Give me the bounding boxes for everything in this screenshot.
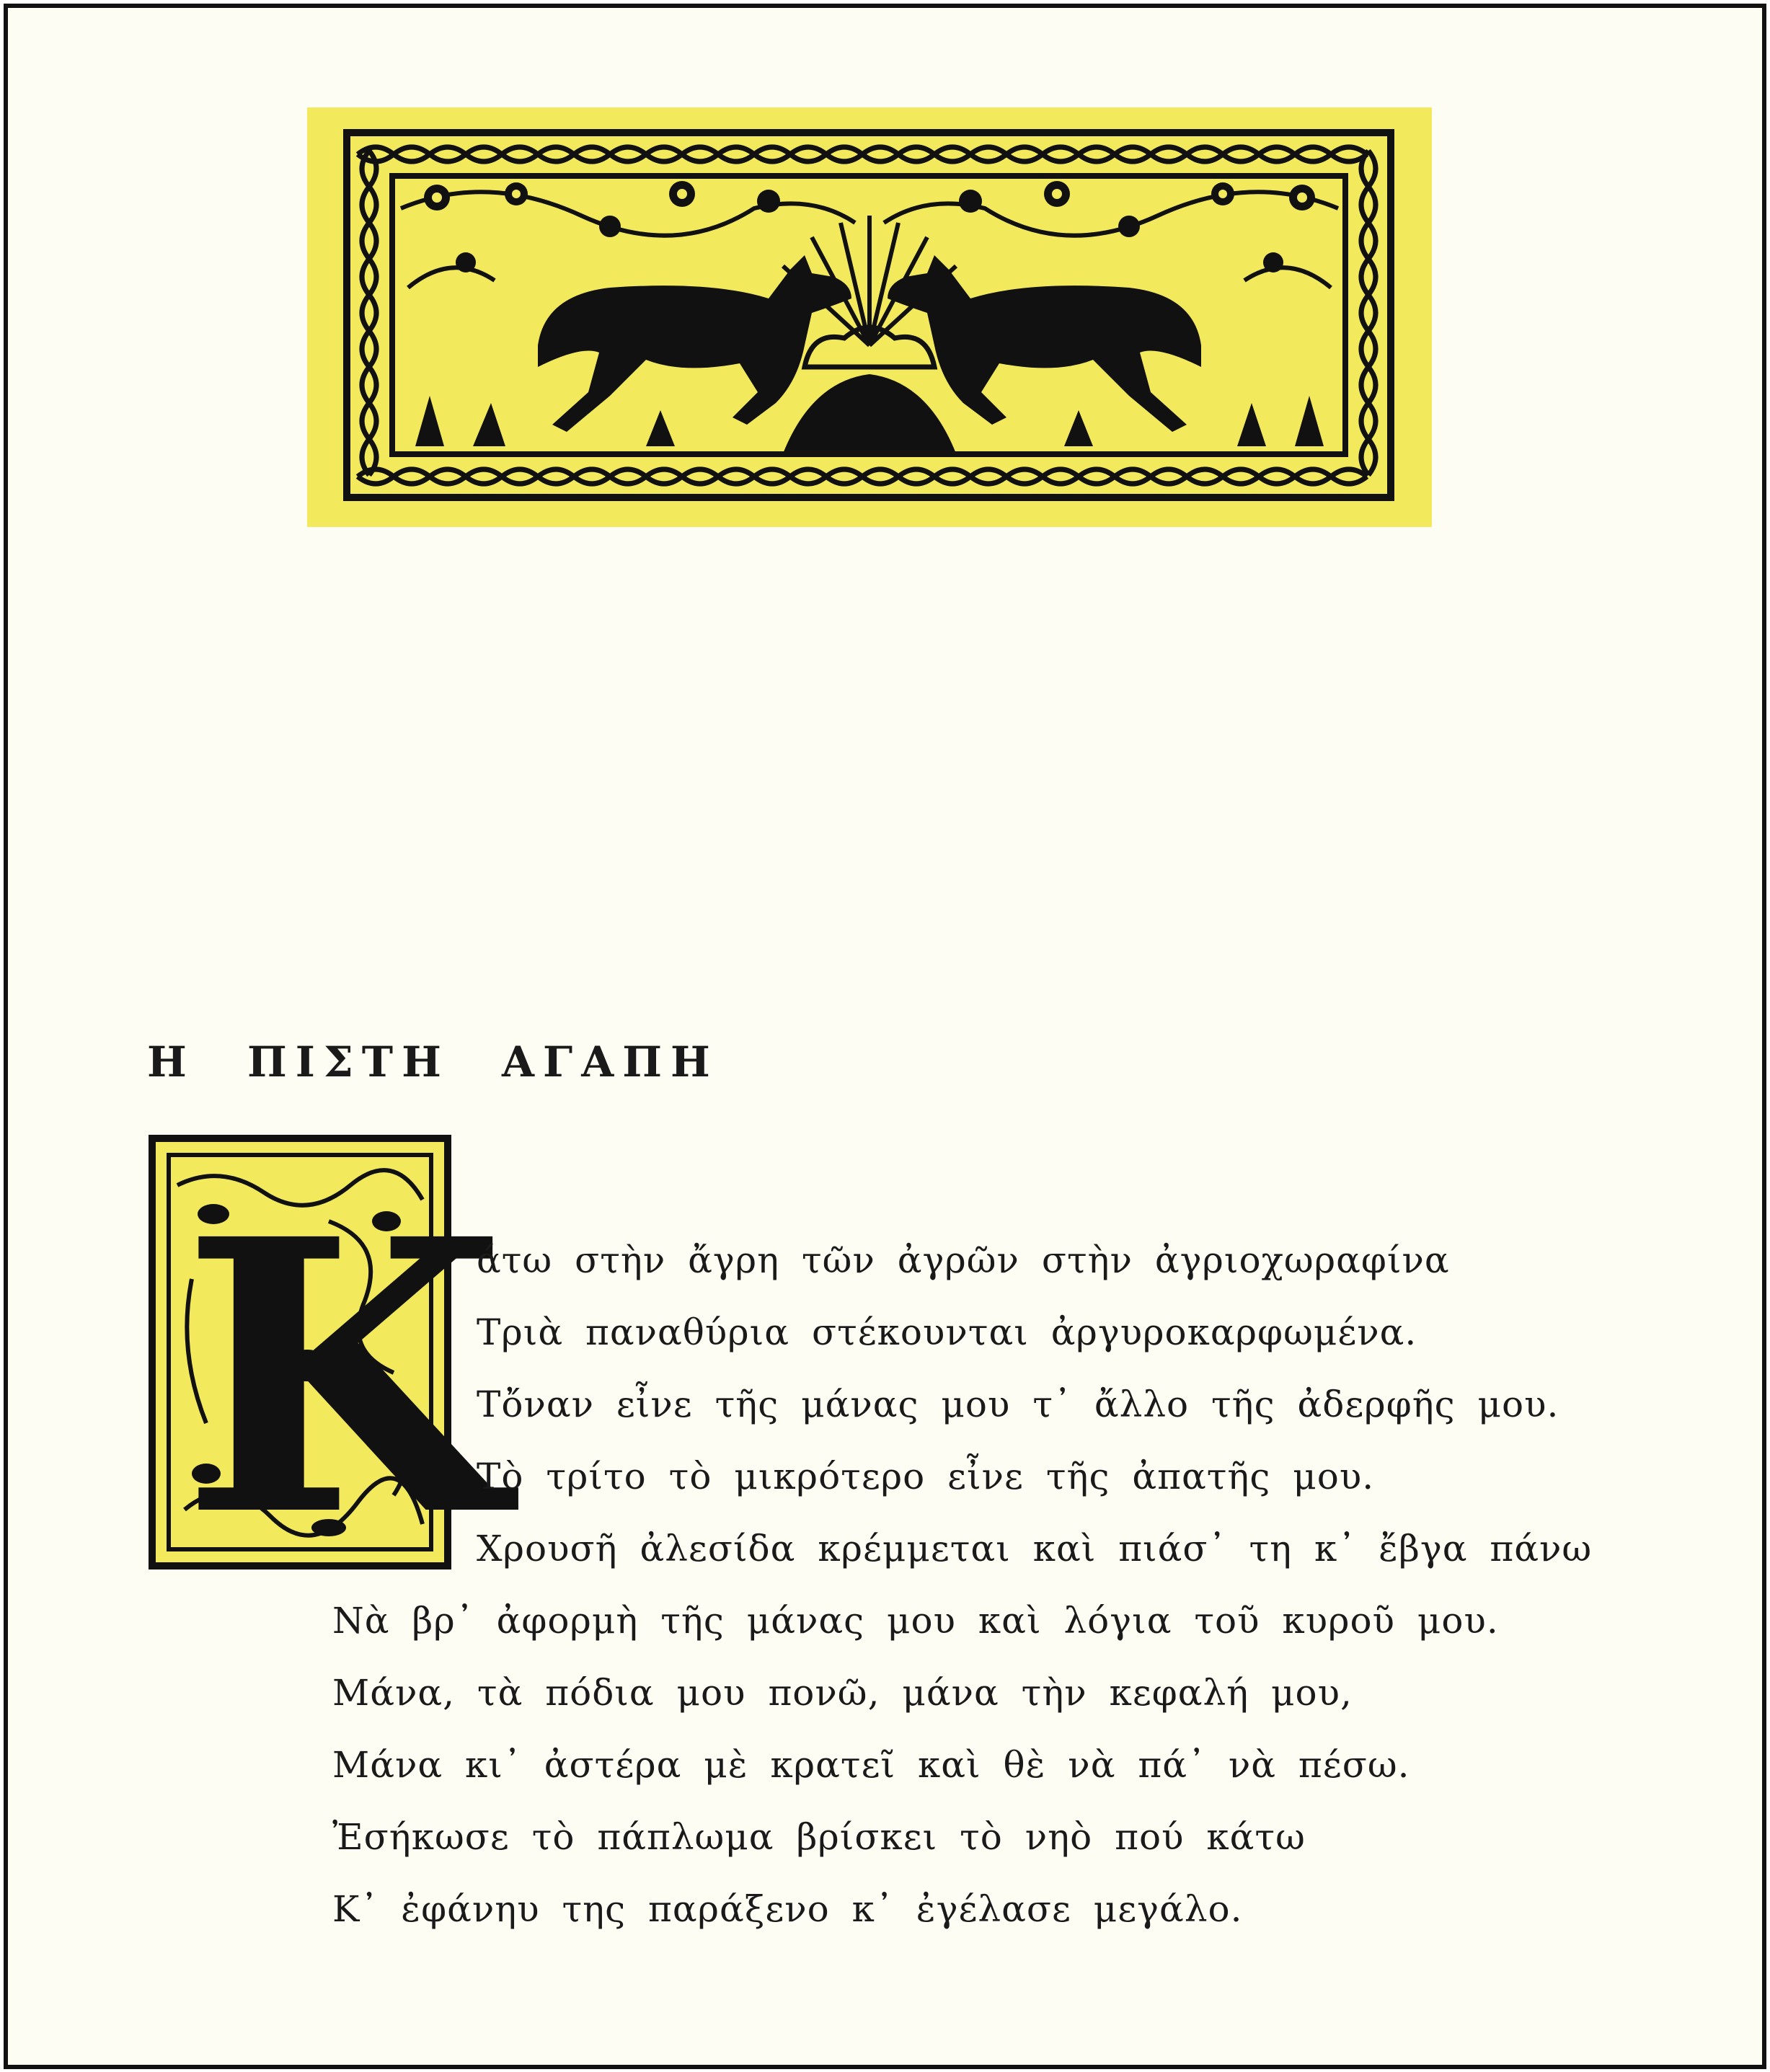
poem-line-9: Ἐσήκωσε τὸ πάπλωμα βρίσκει τὸ νηὸ πού κάτω (332, 1816, 1306, 1858)
drop-cap (149, 1135, 507, 1598)
woodcut-headpiece (307, 107, 1432, 527)
poem-line-3: Τὄναν εἶνε τῆς μάνας μου τ᾽ ἄλλο τῆς ἀδερφῆς μου. (477, 1383, 1559, 1425)
poem-title: Η ΠΙΣΤΗ ΑΓΑΠΗ (147, 1037, 719, 1086)
poem-line-4: Τὸ τρίτο τὸ μικρότερο εἶνε τῆς ἀπατῆς μου. (477, 1456, 1375, 1497)
drop-cap-ornament (149, 1135, 507, 1598)
deer-woodcut-illustration (307, 107, 1432, 527)
drop-cap-letter: K (181, 1158, 507, 1598)
poem-line-2: Τριὰ παναθύρια στέκουνται ἀργυροκαρφωμένα. (477, 1311, 1417, 1353)
poem-line-6: Νὰ βρ᾽ ἀφορμὴ τῆς μάνας μου καὶ λόγια τοῦ κυροῦ μου. (332, 1600, 1499, 1642)
poem-line-10: Κ᾽ ἐφάνηυ της παράξενο κ᾽ ἐγέλασε μεγάλο. (332, 1888, 1243, 1930)
book-page (4, 4, 1766, 2069)
poem-line-5: Χρουσῆ ἀλεσίδα κρέμμεται καὶ πιάσ᾽ τη κ᾽ ἔβγα πάνω (477, 1528, 1593, 1570)
poem-line-1: άτω στὴν ἄγρη τῶν ἀγρῶν στὴν ἀγριοχωραφίνα (477, 1239, 1450, 1281)
poem-line-7: Μάνα, τὰ πόδια μου πονῶ, μάνα τὴν κεφαλή μου, (332, 1672, 1353, 1714)
poem-line-8: Μάνα κι᾽ ἀστέρα μὲ κρατεῖ καὶ θὲ νὰ πά᾽ νὰ πέσω. (332, 1744, 1410, 1786)
